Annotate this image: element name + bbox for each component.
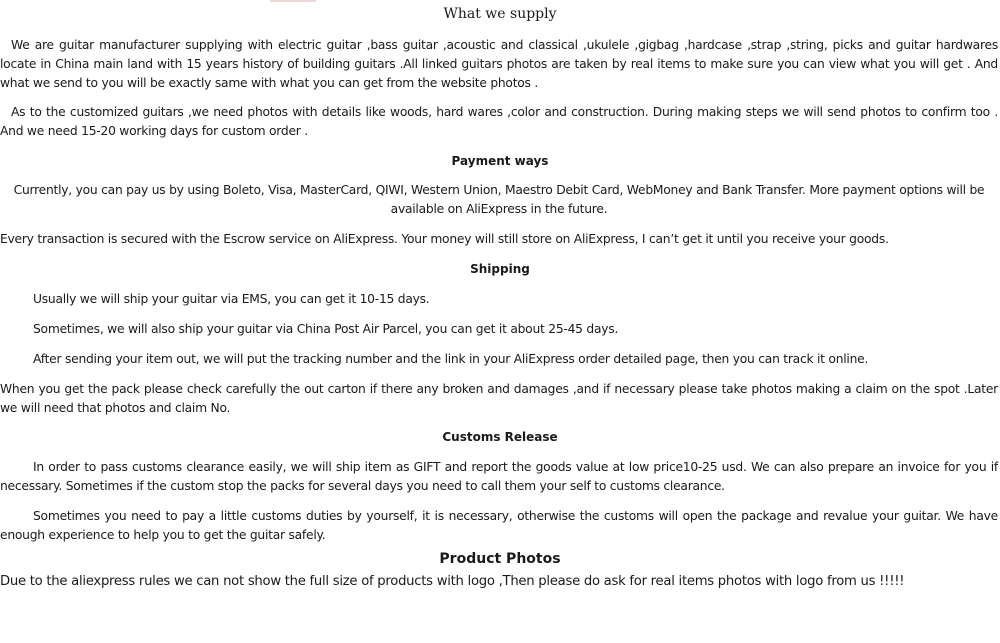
heading-product-photos: Product Photos [439, 551, 561, 567]
payment-paragraph-2: Every transaction is secured with the Escrow service on AliExpress. Your money will still store on AliExpress, I can’t get it until you receive your goods. [0, 232, 889, 246]
shipping-paragraph-2: Sometimes, we will also ship your guitar via China Post Air Parcel, you can get it about 25-45 days. [33, 322, 619, 336]
payment-paragraph-1: Currently, you can pay us by using Boleto, Visa, MasterCard, QIWI, Western Union, Maestro Debit Card, WebMoney and Bank Transfer. More payment options will be available on AliExpress in the future. [13, 183, 985, 216]
shipping-paragraph-1: Usually we will ship your guitar via EMS, you can get it 10-15 days. [33, 292, 430, 306]
shipping-paragraph-4: When you get the pack please check carefully the out carton if there any broken and damages ,and if necessary please take photos making a claim on the spot .Later we will need that photos and claim No. [0, 382, 998, 415]
heading-payment-ways: Payment ways [451, 154, 549, 168]
photos-paragraph-1: Due to the aliexpress rules we can not show the full size of products with logo ,Then please do ask for real items photos with logo from us !!!!! [0, 574, 905, 589]
supply-paragraph-2: As to the customized guitars ,we need photos with details like woods, hard wares ,color and construction. During making steps we will send photos to confirm too . And we need 15-20 working days for custom order . [0, 105, 998, 138]
customs-paragraph-2: Sometimes you need to pay a little customs duties by yourself, it is necessary, otherwise the customs will open the package and revalue your guitar. We have enough experience to help you to get the guitar safely. [0, 509, 998, 542]
heading-what-we-supply: What we supply [443, 6, 557, 22]
top-decoration-strip [270, 0, 316, 2]
heading-shipping: Shipping [470, 262, 530, 276]
customs-paragraph-1: In order to pass customs clearance easily, we will ship item as GIFT and report the goods value at low price10-25 usd. We can also prepare an invoice for you if necessary. Sometimes if the custom stop the packs for several days you need to call them your self to customs clearance. [0, 460, 998, 493]
heading-customs-release: Customs Release [442, 430, 558, 444]
supply-paragraph-1: We are guitar manufacturer supplying with electric guitar ,bass guitar ,acoustic and classical ,ukulele ,gigbag ,hardcase ,strap ,string, picks and guitar hardwares locate in China main land with 15 years history of building guitars .All linked guitars photos are taken by real items to make sure you can view what you will get . And what we send to you will be exactly same with what you can get from the website photos . [0, 38, 998, 90]
shipping-paragraph-3: After sending your item out, we will put the tracking number and the link in your AliExpress order detailed page, then you can track it online. [33, 352, 869, 366]
